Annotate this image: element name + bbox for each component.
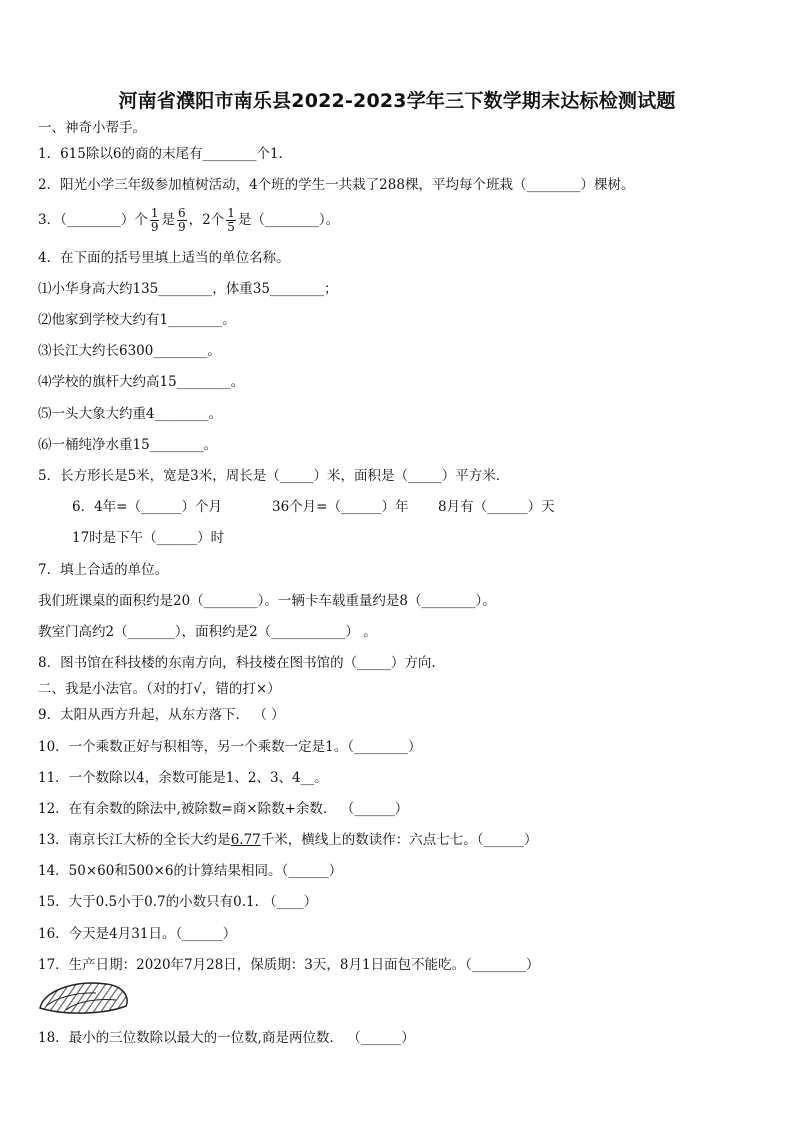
- question-4-2: ⑵他家到学校大约有1________。: [38, 312, 236, 328]
- question-16: 16．今天是4月31日。（______）: [38, 926, 237, 942]
- question-4-1: ⑴小华身高大约135________，体重35________；: [38, 281, 338, 297]
- question-10: 10．一个乘数正好与积相等，另一个乘数一定是1。（________）: [38, 739, 422, 755]
- question-5: 5．长方形长是5米，宽是3米，周长是（_____）米，面积是（_____）平方米．: [38, 468, 510, 484]
- question-7-2: 教室门高约2（_______），面积约是2（___________） 。: [38, 624, 377, 640]
- fraction-six-ninths: $\frac{6}{9}$: [177, 206, 186, 234]
- question-7: 7．填上合适的单位。: [38, 562, 169, 578]
- section-1-heading: 一、神奇小帮手。: [38, 120, 146, 136]
- question-1: 1．615除以6的商的末尾有________个1．: [38, 146, 293, 162]
- question-6-b: 36个月=（______）年: [272, 499, 409, 515]
- fraction-one-ninth: $\frac{1}{9}$: [150, 206, 159, 234]
- question-4-4: ⑷学校的旗杆大约高15________。: [38, 374, 245, 390]
- question-7-1: 我们班课桌的面积约是20（________）。一辆卡车载重量约是8（________）。: [38, 593, 496, 609]
- question-6-a: 6．4年=（______）个月: [72, 499, 222, 515]
- fraction-one-fifth: $\frac{1}{5}$: [227, 206, 235, 234]
- underlined-number: 6.77: [230, 832, 261, 848]
- question-15: 15．大于0.5小于0.7的小数只有0.1. （____）: [38, 894, 318, 910]
- question-6-c: 8月有（______）天: [438, 499, 555, 515]
- page-title: 河南省濮阳市南乐县2022-2023学年三下数学期末达标检测试题: [118, 90, 676, 112]
- question-2: 2．阳光小学三年级参加植树活动，4个班的学生一共栽了288棵，平均每个班栽（________）棵树。: [38, 177, 635, 193]
- question-3: 3．（________）个 $\frac{1}{9}$ 是 $\frac{6}{9}$ ，2个 $\frac{1}{5}$ 是（________）。: [38, 206, 340, 234]
- bread-icon: [36, 978, 132, 1018]
- question-11: 11．一个数除以4，余数可能是1、2、3、4__。: [38, 770, 328, 786]
- question-4-6: ⑹一桶纯净水重15________。: [38, 437, 218, 453]
- question-8: 8．图书馆在科技楼的东南方向，科技楼在图书馆的（_____）方向.: [38, 655, 436, 671]
- section-2-heading: 二、我是小法官。（对的打√，错的打×）: [38, 681, 281, 697]
- question-18: 18．最小的三位数除以最大的一位数,商是两位数． （______）: [38, 1030, 415, 1046]
- question-4-3: ⑶长江大约长6300________。: [38, 343, 221, 359]
- question-6-d: 17时是下午（______）时: [72, 530, 225, 546]
- question-9: 9．太阳从西方升起，从东方落下． （ ）: [38, 707, 285, 723]
- question-4-5: ⑸一头大象大约重4________。: [38, 406, 223, 422]
- question-12: 12．在有余数的除法中,被除数=商×除数+余数． （______）: [38, 801, 409, 817]
- question-13: 13．南京长江大桥的全长大约是6.77千米，横线上的数读作：六点七七。（______）: [38, 832, 538, 848]
- question-17: 17．生产日期：2020年7月28日，保质期：3天，8月1日面包不能吃。（________）: [38, 957, 540, 973]
- question-4: 4．在下面的括号里填上适当的单位名称。: [38, 250, 290, 266]
- question-14: 14．50×60和500×6的计算结果相同。（______）: [38, 863, 343, 879]
